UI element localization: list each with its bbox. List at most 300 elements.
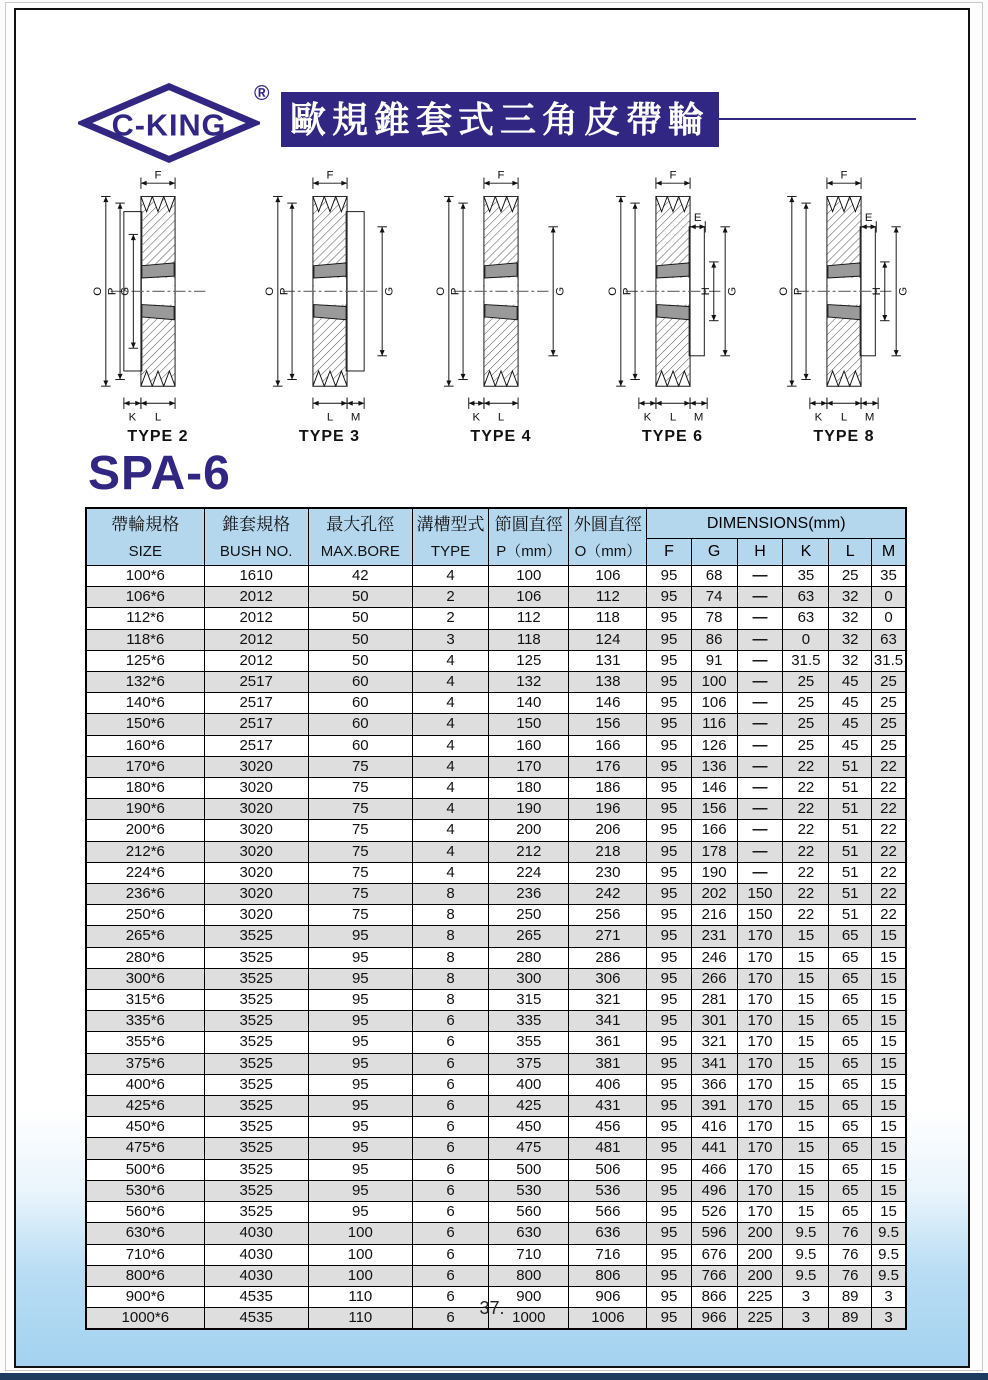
table-cell: 242: [569, 884, 647, 905]
table-cell: 4030: [204, 1244, 308, 1265]
table-cell: 150*6: [86, 714, 204, 735]
table-cell: 3020: [204, 799, 308, 820]
table-cell: 22: [871, 862, 906, 883]
col-header-l: L: [829, 539, 872, 566]
table-cell: 224*6: [86, 862, 204, 883]
table-cell: 15: [783, 947, 829, 968]
table-cell: 106: [569, 566, 647, 587]
table-cell: 65: [829, 1096, 872, 1117]
table-cell: 560: [489, 1202, 569, 1223]
table-cell: 15: [871, 1159, 906, 1180]
table-cell: 51: [829, 820, 872, 841]
table-cell: 8: [412, 926, 488, 947]
table-cell: 15: [871, 1032, 906, 1053]
table-cell: 8: [412, 947, 488, 968]
table-cell: 15: [783, 1138, 829, 1159]
pulley-diagram: [250, 168, 410, 446]
spec-table: [85, 507, 907, 1330]
table-cell: 76: [829, 1223, 872, 1244]
col-header-pitch-en: P（mm）: [496, 543, 562, 560]
table-cell: 6: [412, 1159, 488, 1180]
table-cell: 78: [691, 608, 737, 629]
table-cell: 100*6: [86, 566, 204, 587]
table-cell: 65: [829, 990, 872, 1011]
svg-text:G: G: [897, 286, 910, 296]
table-cell: 366: [691, 1074, 737, 1095]
table-row: [86, 1138, 906, 1159]
table-cell: 95: [647, 905, 691, 926]
table-row: [86, 1011, 906, 1032]
table-cell: 170*6: [86, 756, 204, 777]
table-cell: 766: [691, 1265, 737, 1286]
table-cell: 95: [647, 1096, 691, 1117]
table-cell: 416: [691, 1117, 737, 1138]
svg-text:K: K: [643, 411, 651, 424]
table-cell: 100: [308, 1265, 412, 1286]
table-row: [86, 968, 906, 989]
table-cell: 6: [412, 1032, 488, 1053]
svg-text:L: L: [154, 411, 162, 424]
table-cell: 400: [489, 1074, 569, 1095]
table-cell: 500: [489, 1159, 569, 1180]
table-cell: 95: [647, 884, 691, 905]
table-cell: 95: [647, 1286, 691, 1307]
table-row: [86, 990, 906, 1011]
table-cell: 225: [737, 1308, 783, 1330]
table-row: [86, 693, 906, 714]
table-cell: 2517: [204, 693, 308, 714]
table-cell: 3525: [204, 947, 308, 968]
table-cell: 6: [412, 1074, 488, 1095]
table-cell: 1000: [489, 1308, 569, 1330]
table-cell: 95: [647, 1159, 691, 1180]
diagram-type-label: TYPE 2: [127, 428, 189, 445]
table-row: [86, 905, 906, 926]
table-cell: 4: [412, 841, 488, 862]
c-king-logo: [78, 82, 260, 164]
table-cell: 3525: [204, 1011, 308, 1032]
table-cell: 65: [829, 1159, 872, 1180]
table-cell: 9.5: [871, 1265, 906, 1286]
table-cell: —: [737, 566, 783, 587]
table-cell: 95: [647, 1053, 691, 1074]
table-cell: 3525: [204, 1159, 308, 1180]
table-cell: 22: [871, 841, 906, 862]
svg-text:M: M: [350, 411, 360, 424]
table-cell: 630*6: [86, 1223, 204, 1244]
col-header-max-bore: [308, 508, 412, 566]
table-cell: 466: [691, 1159, 737, 1180]
svg-text:L: L: [669, 411, 676, 424]
table-cell: 4: [412, 693, 488, 714]
svg-text:P: P: [106, 287, 119, 296]
table-cell: 65: [829, 1138, 872, 1159]
pulley-cross-section-icon: [254, 168, 406, 426]
pulley-diagram: [593, 168, 753, 446]
table-cell: 530: [489, 1180, 569, 1201]
table-cell: 506: [569, 1159, 647, 1180]
table-cell: 6: [412, 1223, 488, 1244]
table-cell: 375*6: [86, 1053, 204, 1074]
table-cell: 112*6: [86, 608, 204, 629]
table-cell: 281: [691, 990, 737, 1011]
table-cell: 51: [829, 756, 872, 777]
table-cell: 75: [308, 905, 412, 926]
pulley-diagram: [764, 168, 924, 446]
table-cell: —: [737, 587, 783, 608]
table-cell: 95: [308, 1011, 412, 1032]
table-cell: 100: [308, 1223, 412, 1244]
table-cell: 74: [691, 587, 737, 608]
table-cell: 170: [737, 1138, 783, 1159]
table-cell: 560*6: [86, 1202, 204, 1223]
table-cell: 441: [691, 1138, 737, 1159]
table-cell: 406: [569, 1074, 647, 1095]
table-cell: 75: [308, 884, 412, 905]
table-cell: 95: [647, 1244, 691, 1265]
table-cell: 966: [691, 1308, 737, 1330]
table-cell: 95: [647, 990, 691, 1011]
table-cell: 212*6: [86, 841, 204, 862]
table-cell: 65: [829, 1011, 872, 1032]
table-cell: 95: [647, 693, 691, 714]
table-cell: 3525: [204, 1053, 308, 1074]
table-cell: 1000*6: [86, 1308, 204, 1330]
table-cell: 3: [871, 1286, 906, 1307]
table-cell: 246: [691, 947, 737, 968]
table-cell: 496: [691, 1180, 737, 1201]
col-header-bush-no: [204, 508, 308, 566]
table-cell: 15: [871, 947, 906, 968]
table-cell: 265*6: [86, 926, 204, 947]
table-cell: 60: [308, 735, 412, 756]
svg-text:L: L: [497, 411, 505, 424]
table-cell: 4: [412, 650, 488, 671]
diagram-type-label: TYPE 6: [641, 428, 704, 445]
table-cell: 335: [489, 1011, 569, 1032]
col-header-m: M: [871, 539, 906, 566]
table-row: [86, 587, 906, 608]
table-cell: 95: [647, 1180, 691, 1201]
svg-text:F: F: [497, 169, 505, 182]
table-cell: 200*6: [86, 820, 204, 841]
table-cell: 65: [829, 1202, 872, 1223]
table-cell: 22: [783, 905, 829, 926]
table-cell: 450: [489, 1117, 569, 1138]
table-row: [86, 1202, 906, 1223]
table-cell: 75: [308, 841, 412, 862]
table-cell: 15: [871, 1202, 906, 1223]
table-cell: 45: [829, 714, 872, 735]
table-cell: 51: [829, 905, 872, 926]
table-row: [86, 672, 906, 693]
table-cell: 431: [569, 1096, 647, 1117]
table-cell: 110: [308, 1286, 412, 1307]
svg-text:G: G: [119, 286, 132, 296]
table-row: [86, 947, 906, 968]
table-cell: 481: [569, 1138, 647, 1159]
table-cell: 116: [691, 714, 737, 735]
table-cell: 3525: [204, 1096, 308, 1117]
table-row: [86, 841, 906, 862]
table-cell: 15: [871, 1117, 906, 1138]
svg-text:P: P: [620, 287, 633, 296]
table-cell: 4: [412, 756, 488, 777]
table-cell: 170: [489, 756, 569, 777]
table-cell: 75: [308, 756, 412, 777]
table-cell: 95: [647, 947, 691, 968]
svg-text:F: F: [840, 169, 848, 182]
table-cell: 8: [412, 884, 488, 905]
table-row: [86, 778, 906, 799]
table-cell: —: [737, 629, 783, 650]
table-cell: 95: [647, 672, 691, 693]
table-cell: 202: [691, 884, 737, 905]
table-cell: 450*6: [86, 1117, 204, 1138]
table-cell: 65: [829, 1117, 872, 1138]
table-cell: 15: [783, 1053, 829, 1074]
table-cell: 9.5: [783, 1265, 829, 1286]
diagrams-row: [78, 168, 924, 446]
table-cell: 25: [871, 735, 906, 756]
table-cell: 25: [829, 566, 872, 587]
table-cell: 22: [871, 884, 906, 905]
table-cell: 6: [412, 1180, 488, 1201]
table-cell: 166: [569, 735, 647, 756]
table-cell: 186: [569, 778, 647, 799]
pulley-cross-section-icon: [425, 168, 577, 426]
table-cell: 95: [647, 608, 691, 629]
table-cell: 15: [783, 1117, 829, 1138]
table-cell: 132*6: [86, 672, 204, 693]
table-cell: 475: [489, 1138, 569, 1159]
table-cell: 95: [308, 1032, 412, 1053]
table-cell: 140*6: [86, 693, 204, 714]
table-cell: 8: [412, 990, 488, 1011]
table-cell: 375: [489, 1053, 569, 1074]
table-cell: 200: [737, 1223, 783, 1244]
table-row: [86, 629, 906, 650]
col-header-f: F: [647, 539, 691, 566]
table-cell: 900: [489, 1286, 569, 1307]
table-cell: 2517: [204, 672, 308, 693]
table-cell: 2012: [204, 629, 308, 650]
table-cell: 3020: [204, 884, 308, 905]
table-cell: 256: [569, 905, 647, 926]
pulley-diagram: [421, 168, 581, 446]
col-header-groove-type: [412, 508, 488, 566]
table-cell: 231: [691, 926, 737, 947]
table-cell: 170: [737, 1053, 783, 1074]
table-cell: 63: [783, 587, 829, 608]
table-cell: 22: [783, 799, 829, 820]
table-cell: —: [737, 862, 783, 883]
table-cell: 6: [412, 1265, 488, 1286]
banner-title: 歐規錐套式三角皮帶輪: [281, 92, 719, 147]
table-cell: 8: [412, 968, 488, 989]
table-cell: 15: [871, 926, 906, 947]
table-cell: 710: [489, 1244, 569, 1265]
table-cell: 6: [412, 1286, 488, 1307]
logo-text: C-KING: [111, 108, 227, 143]
table-row: [86, 1096, 906, 1117]
table-row: [86, 926, 906, 947]
table-cell: 45: [829, 693, 872, 714]
table-cell: 15: [871, 1011, 906, 1032]
table-cell: 95: [647, 1223, 691, 1244]
table-cell: 95: [647, 820, 691, 841]
table-row: [86, 714, 906, 735]
table-row: [86, 1159, 906, 1180]
table-cell: 4: [412, 820, 488, 841]
table-cell: 45: [829, 672, 872, 693]
table-cell: 176: [569, 756, 647, 777]
table-cell: 170: [737, 1159, 783, 1180]
svg-text:F: F: [154, 169, 162, 182]
table-cell: 146: [691, 778, 737, 799]
table-cell: 800*6: [86, 1265, 204, 1286]
table-cell: 65: [829, 926, 872, 947]
col-header-pitch-zh: 節圓直徑: [494, 515, 563, 534]
table-cell: 3: [783, 1308, 829, 1330]
table-cell: 65: [829, 1180, 872, 1201]
table-cell: 106*6: [86, 587, 204, 608]
table-cell: 15: [871, 1138, 906, 1159]
table-cell: 2012: [204, 650, 308, 671]
svg-text:L: L: [840, 411, 848, 424]
svg-text:M: M: [864, 411, 875, 424]
table-cell: 6: [412, 1096, 488, 1117]
table-cell: 236: [489, 884, 569, 905]
table-cell: 3525: [204, 1032, 308, 1053]
table-row: [86, 756, 906, 777]
col-header-outer-zh: 外圓直徑: [573, 515, 642, 534]
page-title: SPA-6: [88, 447, 231, 500]
table-cell: 156: [691, 799, 737, 820]
page-number: 37.: [479, 1298, 505, 1318]
svg-text:M: M: [693, 411, 703, 424]
table-cell: 286: [569, 947, 647, 968]
table-cell: 15: [783, 1011, 829, 1032]
table-cell: 65: [829, 1053, 872, 1074]
table-cell: —: [737, 650, 783, 671]
table-row: [86, 1265, 906, 1286]
table-row: [86, 566, 906, 587]
table-cell: —: [737, 799, 783, 820]
table-cell: 91: [691, 650, 737, 671]
col-header-bore-zh: 最大孔徑: [326, 515, 395, 534]
table-cell: 15: [783, 1180, 829, 1201]
catalog-page: [14, 8, 970, 1368]
table-cell: 9.5: [783, 1244, 829, 1265]
table-cell: 15: [871, 1053, 906, 1074]
table-cell: 95: [647, 650, 691, 671]
svg-text:O: O: [435, 286, 448, 296]
table-row: [86, 884, 906, 905]
table-cell: 9.5: [871, 1223, 906, 1244]
table-cell: 60: [308, 693, 412, 714]
table-row: [86, 1244, 906, 1265]
table-cell: 4: [412, 566, 488, 587]
table-cell: 118*6: [86, 629, 204, 650]
table-cell: —: [737, 735, 783, 756]
table-cell: 596: [691, 1223, 737, 1244]
table-cell: 906: [569, 1286, 647, 1307]
diamond-logo-icon: [78, 82, 260, 164]
table-cell: 230: [569, 862, 647, 883]
table-cell: 32: [829, 587, 872, 608]
table-cell: —: [737, 820, 783, 841]
table-cell: 95: [308, 1138, 412, 1159]
svg-text:K: K: [128, 411, 137, 424]
svg-text:L: L: [326, 411, 333, 424]
table-cell: 301: [691, 1011, 737, 1032]
table-cell: 95: [647, 1265, 691, 1286]
table-cell: 3: [783, 1286, 829, 1307]
table-cell: 2517: [204, 735, 308, 756]
table-cell: 170: [737, 1032, 783, 1053]
table-cell: 15: [783, 1032, 829, 1053]
table-cell: 25: [871, 693, 906, 714]
table-cell: 206: [569, 820, 647, 841]
table-row: [86, 1074, 906, 1095]
table-cell: 170: [737, 1074, 783, 1095]
table-cell: 35: [783, 566, 829, 587]
table-cell: 95: [308, 1159, 412, 1180]
table-cell: 170: [737, 1011, 783, 1032]
table-cell: 50: [308, 629, 412, 650]
table-cell: 3525: [204, 926, 308, 947]
table-cell: 95: [647, 1074, 691, 1095]
svg-text:H: H: [699, 287, 712, 296]
table-cell: —: [737, 778, 783, 799]
table-cell: 3525: [204, 1138, 308, 1159]
svg-text:O: O: [606, 286, 619, 296]
svg-text:G: G: [726, 286, 739, 296]
table-cell: 4: [412, 862, 488, 883]
table-cell: 95: [647, 629, 691, 650]
table-cell: 341: [569, 1011, 647, 1032]
table-cell: 3: [412, 629, 488, 650]
table-cell: —: [737, 608, 783, 629]
table-header-row-1: [86, 508, 906, 539]
table-cell: 95: [308, 1180, 412, 1201]
table-cell: 280*6: [86, 947, 204, 968]
table-cell: 636: [569, 1223, 647, 1244]
table-cell: 0: [871, 587, 906, 608]
table-cell: 25: [871, 714, 906, 735]
table-cell: 900*6: [86, 1286, 204, 1307]
table-cell: 15: [871, 990, 906, 1011]
table-cell: 89: [829, 1286, 872, 1307]
table-cell: 3020: [204, 756, 308, 777]
svg-text:H: H: [871, 287, 884, 296]
table-cell: 335*6: [86, 1011, 204, 1032]
table-cell: 800: [489, 1265, 569, 1286]
table-cell: 530*6: [86, 1180, 204, 1201]
table-cell: —: [737, 693, 783, 714]
table-cell: 224: [489, 862, 569, 883]
table-cell: 500*6: [86, 1159, 204, 1180]
table-cell: 100: [308, 1244, 412, 1265]
table-cell: 475*6: [86, 1138, 204, 1159]
table-cell: 51: [829, 778, 872, 799]
scan-edge-strip: [0, 1373, 988, 1380]
table-cell: 118: [569, 608, 647, 629]
table-cell: 15: [783, 1159, 829, 1180]
table-cell: 425: [489, 1096, 569, 1117]
table-cell: 95: [308, 1096, 412, 1117]
